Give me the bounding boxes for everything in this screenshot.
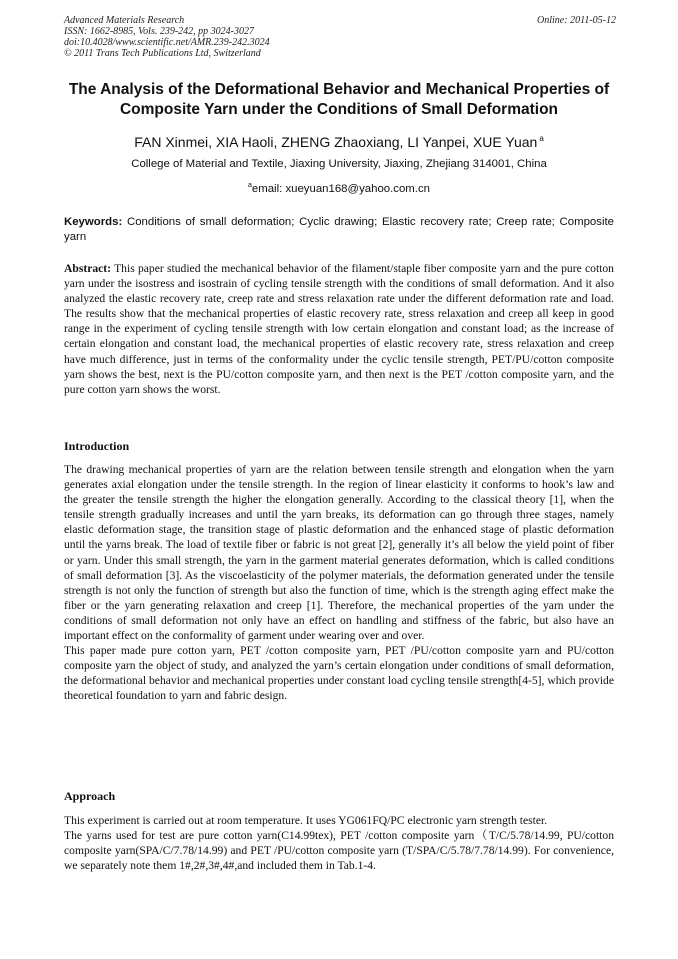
introduction-heading: Introduction xyxy=(64,439,130,453)
introduction-section xyxy=(64,462,614,704)
affiliation: College of Material and Textile, Jiaxing University, Jiaxing, Zhejiang 314001, China xyxy=(131,158,547,170)
email-superscript: a xyxy=(247,182,252,189)
email-line xyxy=(56,179,622,196)
author-list xyxy=(56,130,622,151)
online-date: Online: 2011-05-12 xyxy=(537,15,616,26)
approach-heading: Approach xyxy=(64,789,116,803)
copyright-line: © 2011 Trans Tech Publications Ltd, Switzerland xyxy=(64,48,261,59)
journal-name: Advanced Materials Research xyxy=(64,15,185,26)
introduction-paragraph-2: This paper made pure cotton yarn, PET /cotton composite yarn, PET /PU/cotton composite yarn and PU/cotton composite yarn the object of study, and analyzed the yarn’s certain elongation under conditions of small deformation, the deformational behavior and mechanical properties under constant load cycling tensile strength[4-5], which provide theoretical foundation to yarn and fabric design. xyxy=(64,644,614,703)
keywords-label: Keywords: xyxy=(64,216,123,228)
issn-line: ISSN: 1662-8985, Vols. 239-242, pp 3024-3027 xyxy=(64,26,254,37)
author-superscript: a xyxy=(539,134,544,143)
journal-header xyxy=(64,15,616,59)
approach-section xyxy=(64,813,614,873)
keywords-text: Conditions of small deformation; Cyclic drawing; Elastic recovery rate; Creep rate; Composite yarn xyxy=(64,216,614,243)
approach-paragraph-1: This experiment is carried out at room temperature. It uses YG061FQ/PC electronic yarn strength tester. xyxy=(64,814,548,827)
introduction-paragraph-1: The drawing mechanical properties of yarn are the relation between tensile strength and elongation when the yarn generates axial elongation under the tensile strength. In the region of linear elasticity it conforms to hook’s law and the greater the tensile strength the higher the elongation generally. According to the classical theory [1], when the tensile strength gradually increases and until the yarn breaks, its deformation can go through three stages, namely elastic deformation stage, the transition stage of plastic deformation and the enhanced stage of plastic deformation until the yarns break. The load of textile fiber or fabric is not great [2], generally it’s all below the yield point of fiber or yarn. Under this small strength, the yarn in the garment material generates deformation, which is called conditions of small deformation [3]. As the viscoelasticity of the polymer materials, the deformation generated under the tensile strength is not only the function of strength but also the function of time, which is the strength aging effect make the fiber or the yarn generating relaxation and creep [1]. Therefore, the mechanical properties of the yarn under the conditions of small deformation not only have an effect on handling and stiffness of the fabric, but also have an important effect on the conformality of garment under wearing over and over. xyxy=(64,463,614,643)
abstract-label: Abstract: xyxy=(64,262,112,275)
paper-title: The Analysis of the Deformational Behavior and Mechanical Properties of Composite Yarn under the Conditions of Small Deformation xyxy=(68,81,610,118)
abstract-text: This paper studied the mechanical behavior of the filament/staple fiber composite yarn and the pure cotton yarn under the isostress and isostrain of cycling tensile strength with the conditions of small deformation. And it also analyzed the elastic recovery rate, creep rate and stress relaxation rate under the different deformation rate and load. The results show that the mechanical properties of elastic recovery rate, stress relaxation and creep all keep in good range in the experiment of cycling tensile strength with low certain elongation and constant load; as the increase of certain elongation and constant load, the mechanical properties of elastic recovery rate, stress relaxation and creep have much difference, just in terms of the conformality under the cyclic tensile strength, PET/PU/cotton composite yarn shows the best, next is the PU/cotton composite yarn, and then next is the PET /cotton composite yarn, and the pure cotton yarn shows the worst. xyxy=(64,262,614,396)
approach-paragraph-2: The yarns used for test are pure cotton yarn(C14.99tex), PET /cotton composite yarn（T/C/5.78/14.99, PU/cotton composite yarn(SPA/C/7.78/14.99) and PET /PU/cotton composite yarn (T/SPA/C/5.78/7.78/14.99). For convenience, we separately note them 1#,2#,3#,4#,and included them in Tab.1-4. xyxy=(64,829,614,873)
author-names: FAN Xinmei, XIA Haoli, ZHENG Zhaoxiang, LI Yanpei, XUE Yuan xyxy=(134,134,538,150)
email-address: email: xueyuan168@yahoo.com.cn xyxy=(251,183,430,195)
doi-line: doi:10.4028/www.scientific.net/AMR.239-242.3024 xyxy=(64,37,270,48)
keywords-section xyxy=(64,215,614,245)
abstract-section xyxy=(64,261,614,397)
